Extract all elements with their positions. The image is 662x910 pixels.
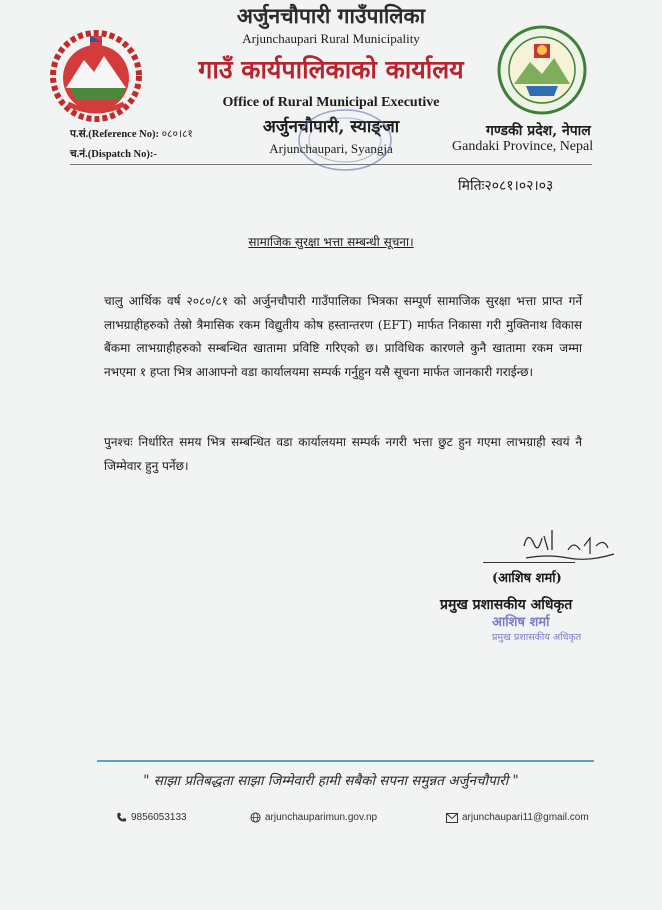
notice-subject — [0, 233, 662, 250]
body-paragraph-1: चालु आर्थिक वर्ष २०८०/८१ को अर्जुनचौपारी गाउँपालिका भित्रका सम्पूर्ण सामाजिक सुरक्षा भत्ता प्राप्त गर्ने लाभग्राहीहरुको तेस्रो त्रैमासिक रकम विद्युतीय कोष हस्तान्तरण (EFT) मार्फत निकासा गरी मुक्तिनाथ विकास बैंकमा लाभग्राहीहरुको सम्बन्धित खातामा प्रविष्टि गरिएको छ। प्राविधिक कारणले कुनै खातामा रकम जम्मा नभएमा १ हप्ता भित्र आआफ्नो वडा कार्यालयमा सम्पर्क गर्नुहुन यसै सूचना मार्फत जानकारी गराईन्छ। — [104, 294, 582, 379]
footer-website[interactable] — [250, 812, 377, 823]
notice-date: मितिः२०८१।०२।०३ — [458, 178, 554, 194]
footer-slogan: " साझा प्रतिबद्धता साझा जिम्मेवारी हामी सबैको सपना समुन्नत अर्जुनचौपारी " — [143, 773, 519, 789]
phone-icon — [116, 812, 127, 823]
stamp-name: आशिष शर्मा — [492, 615, 550, 630]
province-nepali: गण्डकी प्रदेश, नेपाल — [486, 123, 591, 139]
website-link[interactable]: arjunchauparimun.gov.np — [265, 812, 378, 823]
handwritten-signature-icon — [518, 524, 618, 566]
header-divider — [70, 164, 592, 165]
stamp-title: प्रमुख प्रशासकीय अधिकृत — [492, 632, 582, 643]
signatory-title: प्रमुख प्रशासकीय अधिकृत — [440, 597, 573, 613]
address-english: Arjunchaupari, Syangja — [269, 141, 393, 156]
municipality-name-english: Arjunchaupari Rural Municipality — [242, 31, 420, 46]
municipality-name-nepali: अर्जुनचौपारी गाउँपालिका — [236, 3, 426, 28]
footer-phone — [116, 812, 187, 823]
email-link[interactable]: arjunchaupari11@gmail.com — [462, 812, 589, 823]
footer-email[interactable] — [446, 812, 589, 823]
reference-label: प.सं.(Reference No): — [70, 129, 159, 140]
official-stamp-icon — [290, 100, 400, 180]
office-title-nepali: गाउँ कार्यपालिकाको कार्यालय — [198, 55, 464, 84]
signature-line — [483, 562, 575, 563]
dispatch-number: च.नं.(Dispatch No):- — [70, 149, 157, 160]
body-paragraph-2: पुनश्चः निर्धारित समय भित्र सम्बन्धित वडा कार्यालयमा सम्पर्क नगरी भत्ता छुट हुन गएमा लाभग्राही स्वयं नै जिम्मेवार हुनु पर्नेछ। — [104, 435, 582, 473]
signatory-name: (आशिष शर्मा) — [492, 571, 562, 586]
office-title-english: Office of Rural Municipal Executive — [222, 95, 440, 110]
province-english: Gandaki Province, Nepal — [452, 139, 594, 154]
mail-icon — [446, 813, 458, 823]
address-nepali: अर्जुनचौपारी, स्याङ्जा — [262, 117, 400, 137]
subject-text: सामाजिक सुरक्षा भत्ता सम्बन्धी सूचना। — [248, 235, 414, 249]
globe-icon — [250, 812, 261, 823]
footer-divider — [97, 760, 594, 762]
phone-number: 9856053133 — [131, 812, 187, 823]
reference-value: ०८०।८१ — [161, 129, 193, 140]
reference-number — [70, 127, 193, 141]
